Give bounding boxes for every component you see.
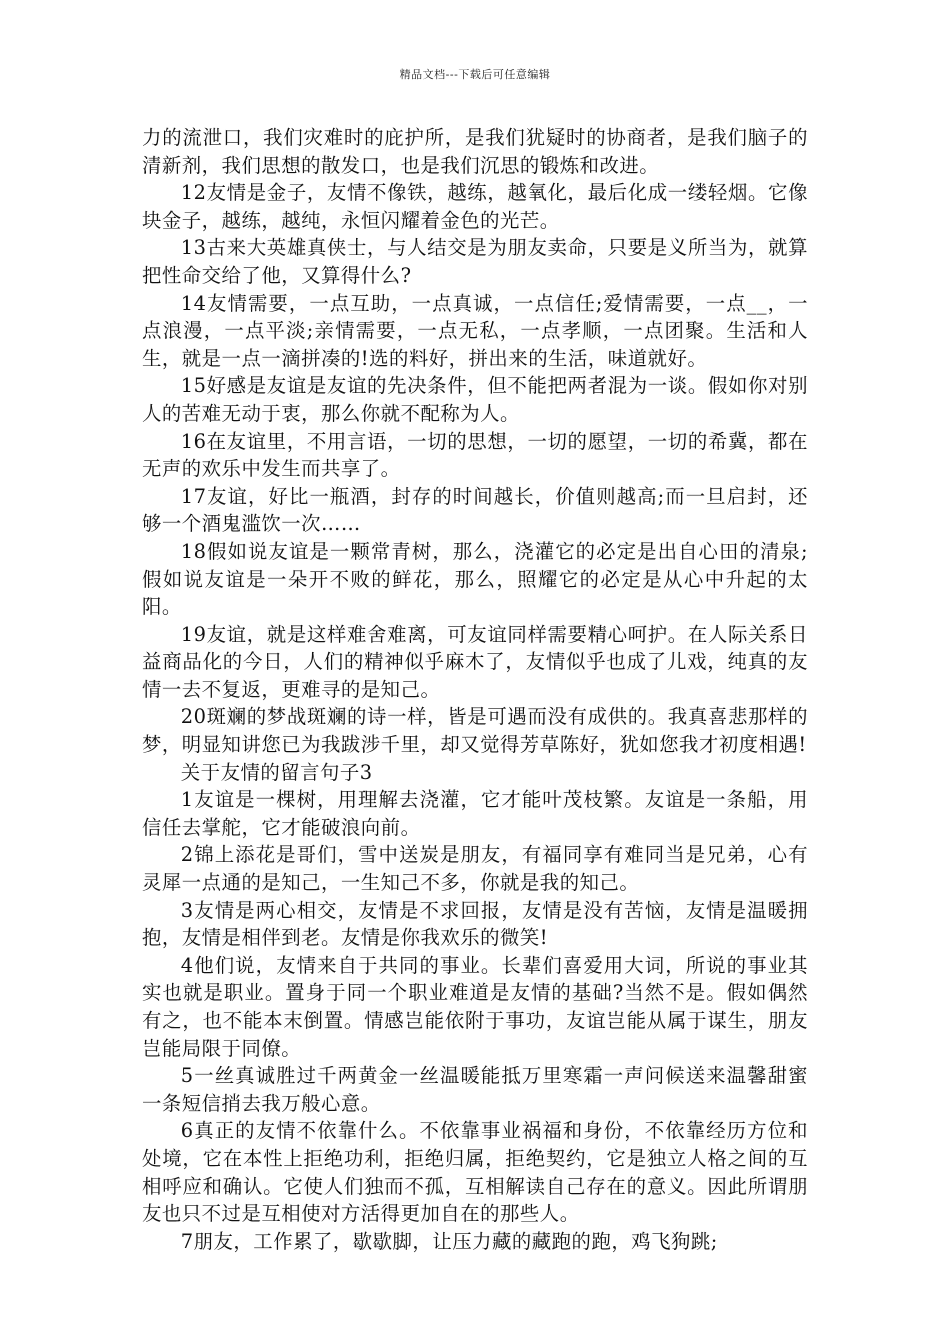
page-header: 精品文档---下载后可任意编辑: [399, 68, 551, 81]
paragraph: 5一丝真诚胜过千两黄金一丝温暖能抵万里寒霜一声问候送来温馨甜蜜一条短信捎去我万般心意。: [142, 1064, 808, 1115]
paragraph: 12友情是金子，友情不像铁，越练，越氧化，最后化成一缕轻烟。它像块金子，越练，越纯，永恒闪耀着金色的光芒。: [142, 181, 808, 232]
paragraph: 15好感是友谊是友谊的先决条件，但不能把两者混为一谈。假如你对别人的苦难无动于衷，那么你就不配称为人。: [142, 374, 808, 425]
paragraph: 7朋友，工作累了，歇歇脚，让压力藏的藏跑的跑，鸡飞狗跳;: [180, 1229, 718, 1253]
paragraph: 力的流泄口，我们灾难时的庇护所，是我们犹疑时的协商者，是我们脑子的清新剂，我们思想的散发口，也是我们沉思的锻炼和改进。: [142, 126, 808, 177]
paragraph: 20斑斓的梦战斑斓的诗一样，皆是可遇而没有成供的。我真喜悲那样的梦，明显知讲您已为我跋涉千里，却又觉得芳草陈好，犹如您我才初度相遇!: [142, 705, 808, 757]
paragraph: 14友情需要，一点互助，一点真诚，一点信任;爱情需要，一点__，一点浪漫，一点平淡;亲情需要，一点无私，一点孝顺，一点团聚。生活和人生，就是一点一滴拼凑的!选的料好，拼出来的生活，味道就好。: [142, 291, 808, 370]
paragraph: 2锦上添花是哥们，雪中送炭是朋友，有福同享有难同当是兄弟，心有灵犀一点通的是知己，一生知己不多，你就是我的知己。: [142, 843, 808, 895]
section-heading: 关于友情的留言句子3: [180, 760, 373, 784]
paragraph: 19友谊，就是这样难舍难离，可友谊同样需要精心呵护。在人际关系日益商品化的今日，人们的精神似乎麻木了，友情似乎也成了儿戏，纯真的友情一去不复返，更难寻的是知己。: [142, 622, 808, 701]
paragraph: 3友情是两心相交，友情是不求回报，友情是没有苦恼，友情是温暖拥抱，友情是相伴到老。友情是你我欢乐的微笑!: [142, 898, 808, 950]
paragraph: 18假如说友谊是一颗常青树，那么，浇灌它的必定是出自心田的清泉;假如说友谊是一朵开不败的鲜花，那么，照耀它的必定是从心中升起的太阳。: [142, 539, 808, 619]
paragraph: 6真正的友情不依靠什么。不依靠事业祸福和身份，不依靠经历方位和处境，它在本性上拒绝功利，拒绝归属，拒绝契约，它是独立人格之间的互相呼应和确认。它使人们独而不孤，互相解读自己存在的意义。因此所谓朋友也只不过是互相使对方活得更加自在的那些人。: [142, 1119, 808, 1226]
paragraph: 1友谊是一棵树，用理解去浇灌，它才能叶茂枝繁。友谊是一条船，用信任去掌舵，它才能破浪向前。: [142, 788, 808, 839]
paragraph: 16在友谊里，不用言语，一切的思想，一切的愿望，一切的希冀，都在无声的欢乐中发生而共享了。: [142, 429, 808, 481]
paragraph: 4他们说，友情来自于共同的事业。长辈们喜爱用大词，所说的事业其实也就是职业。置身于同一个职业难道是友情的基础?当然不是。假如偶然有之，也不能本末倒置。情感岂能依附于事功，友谊岂能从属于谋生，朋友岂能局限于同僚。: [142, 953, 808, 1060]
paragraph: 17友谊，好比一瓶酒，封存的时间越长，价值则越高;而一旦启封，还够一个酒鬼滥饮一次……: [142, 484, 808, 536]
document-body: [142, 124, 808, 1255]
paragraph: 13古来大英雄真侠士，与人结交是为朋友卖命，只要是义所当为，就算把性命交给了他，又算得什么?: [142, 236, 808, 287]
